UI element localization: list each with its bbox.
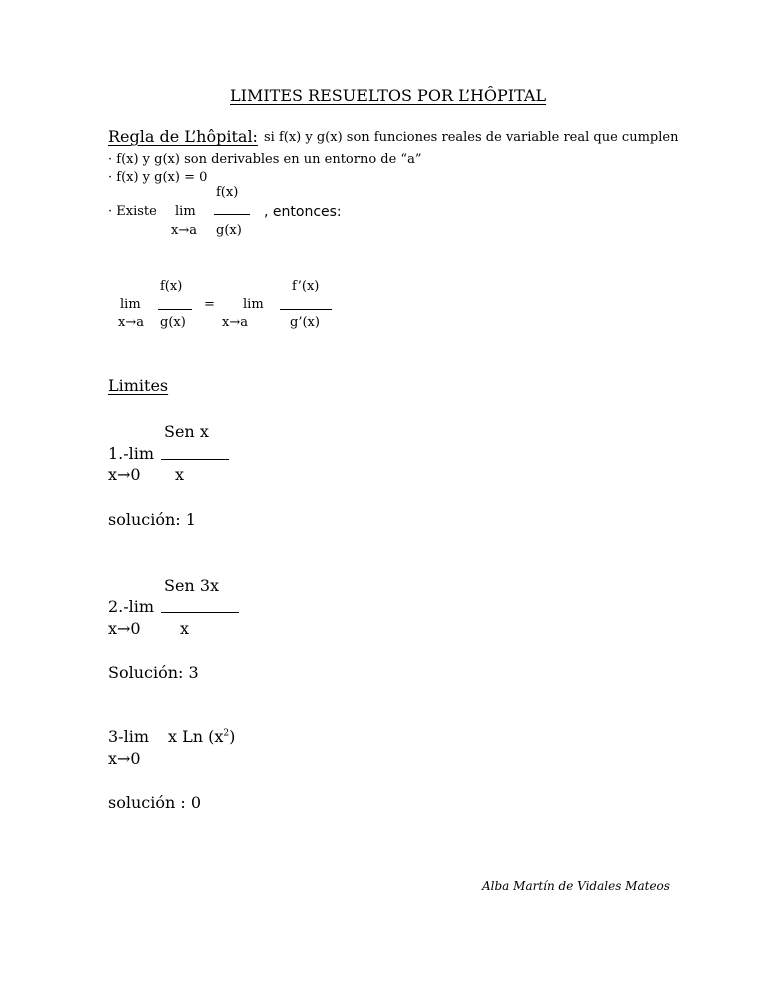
problem-1-lim: 1.-lim <box>108 444 155 463</box>
problem-3-expression-text: x Ln (x <box>168 727 224 746</box>
cond3-denominator: g(x) <box>216 223 242 238</box>
problem-2-solution: Solución: 3 <box>108 663 199 682</box>
problem-1-numerator: Sen x <box>164 422 209 441</box>
formula-left-subscript: x→a <box>118 315 144 330</box>
problem-3-lim: 3-lim <box>108 727 149 746</box>
problem-2-fraction-bar <box>161 612 239 613</box>
formula-right-lim: lim <box>243 297 264 312</box>
cond3-numerator: f(x) <box>216 185 239 200</box>
formula-right-subscript: x→a <box>222 315 248 330</box>
problem-3-subscript: x→0 <box>108 749 141 768</box>
problem-3-expression-close: ) <box>229 727 236 746</box>
cond3-fraction-bar <box>214 214 250 215</box>
author-signature: Alba Martín de Vidales Mateos <box>482 879 670 893</box>
problem-2-numerator: Sen 3x <box>164 576 220 595</box>
formula-right-fraction-bar <box>280 309 332 310</box>
formula-left-fraction-bar <box>158 309 192 310</box>
formula-left-lim: lim <box>120 297 141 312</box>
formula-right-numerator: f’(x) <box>292 279 320 294</box>
formula-right-denominator: g’(x) <box>290 315 320 330</box>
cond3-subscript: x→a <box>171 223 197 238</box>
formula-left-denominator: g(x) <box>160 315 186 330</box>
page-title: LIMITES RESUELTOS POR L’HÔPITAL <box>230 86 547 105</box>
rule-condition-2: · f(x) y g(x) = 0 <box>108 170 208 185</box>
problem-2-subscript: x→0 <box>108 619 141 638</box>
problem-1-denominator: x <box>175 465 185 484</box>
formula-equals: = <box>204 297 215 312</box>
problem-3-solution: solución : 0 <box>108 793 202 812</box>
limits-heading: Limites <box>108 376 169 395</box>
cond3-prefix: · Existe <box>108 204 157 219</box>
formula-left-numerator: f(x) <box>160 279 183 294</box>
rule-heading: Regla de L’hôpital: <box>108 127 258 146</box>
rule-intro: si f(x) y g(x) son funciones reales de variable real que cumplen <box>264 130 679 145</box>
problem-1-fraction-bar <box>161 459 229 460</box>
cond3-suffix: , entonces: <box>264 204 342 220</box>
problem-2-lim: 2.-lim <box>108 597 155 616</box>
cond3-lim: lim <box>175 204 196 219</box>
problem-1-solution: solución: 1 <box>108 510 196 529</box>
problem-2-denominator: x <box>180 619 190 638</box>
problem-1-subscript: x→0 <box>108 465 141 484</box>
rule-condition-1: · f(x) y g(x) son derivables en un entorno de “a” <box>108 152 422 167</box>
problem-3-exponent: 2 <box>223 728 230 739</box>
problem-3-expression <box>168 729 235 745</box>
